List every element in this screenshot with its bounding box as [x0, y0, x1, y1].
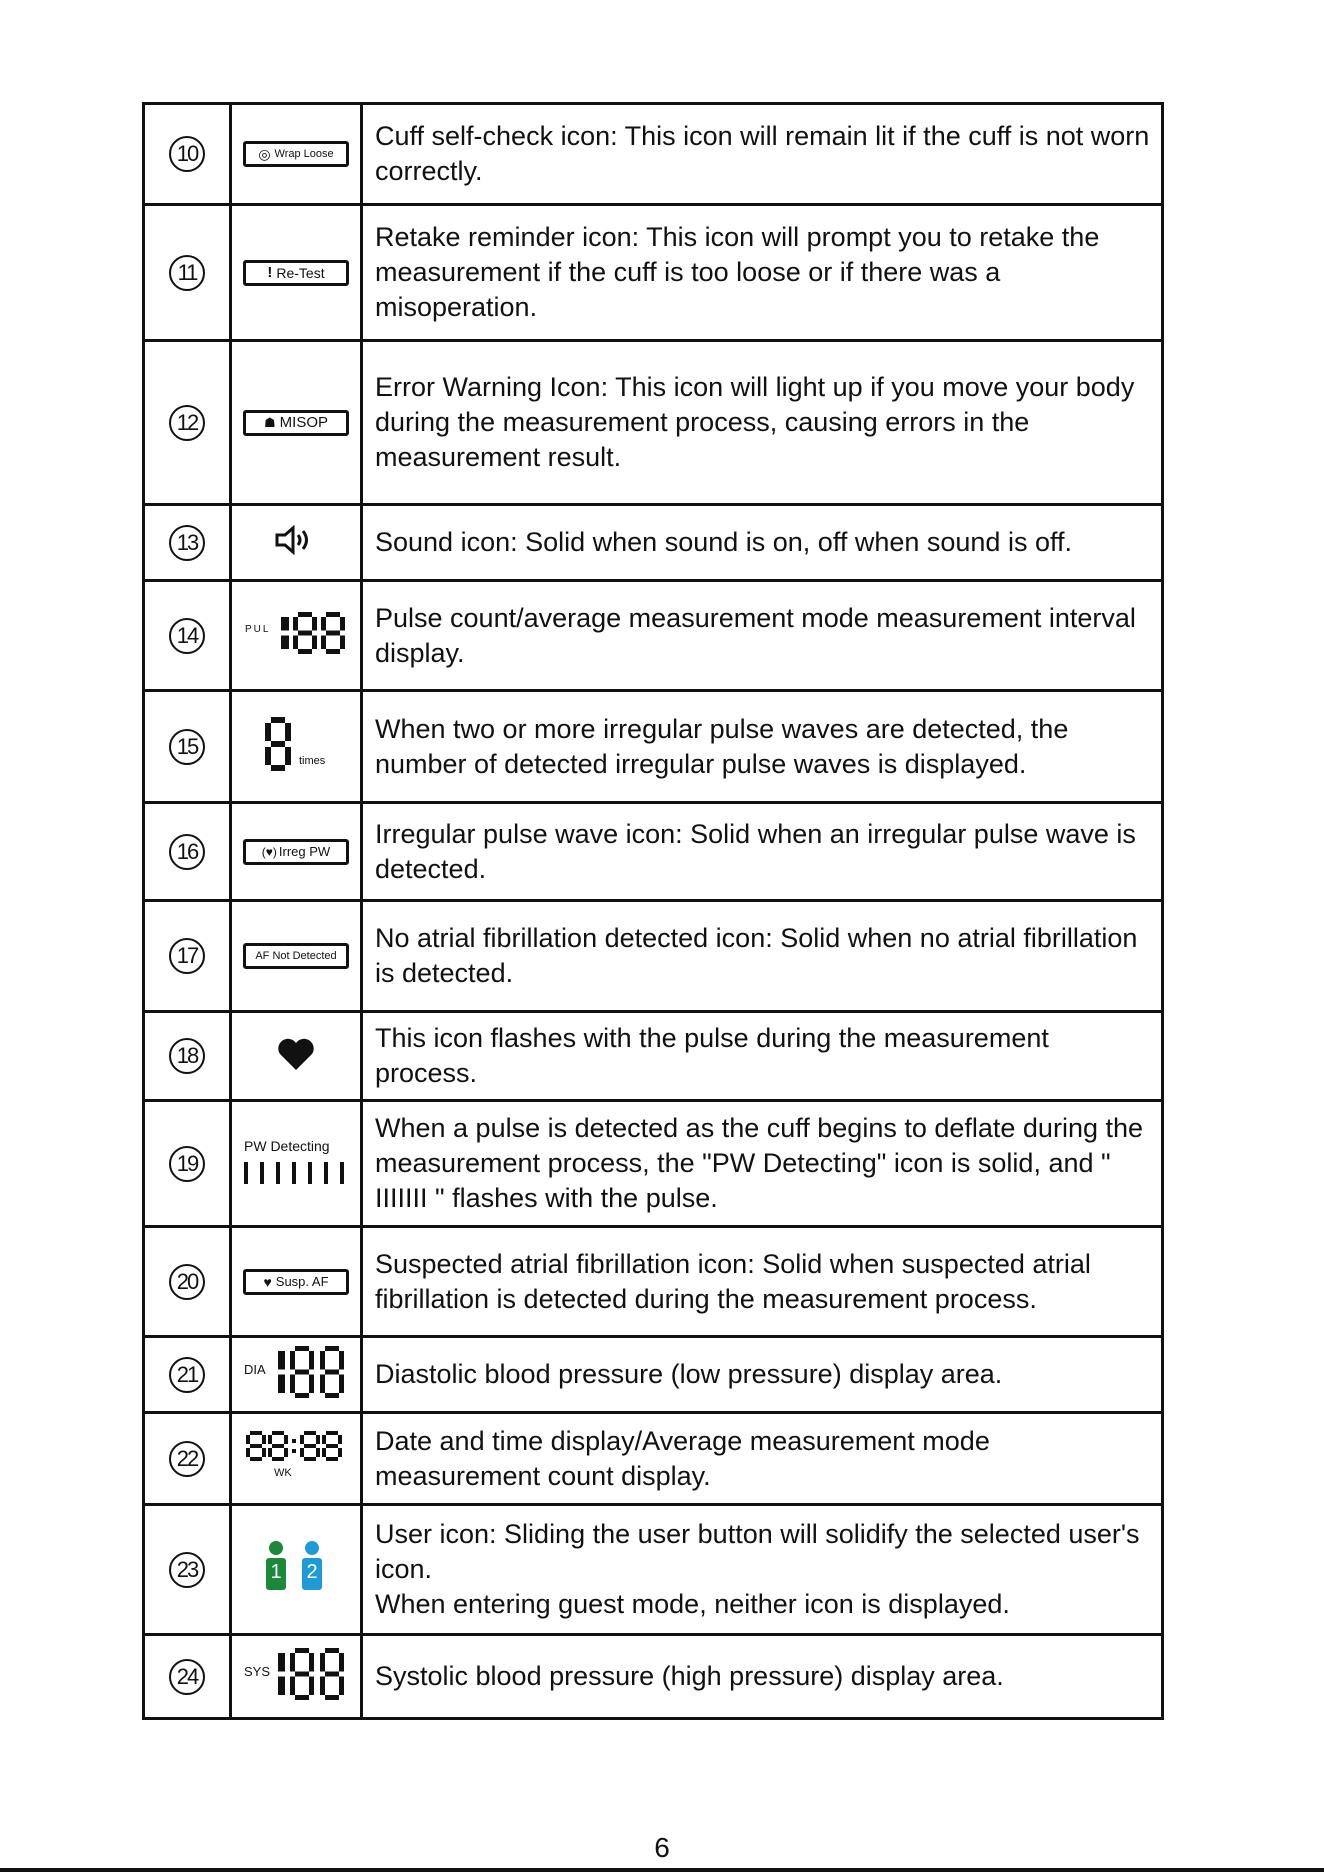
icon-cell: [231, 341, 362, 505]
table-row: [144, 1413, 1163, 1505]
description-cell: Error Warning Icon: This icon will light up if you move your body during the measurement process, causing errors in the measurement result.: [362, 341, 1163, 505]
table-row: [144, 691, 1163, 803]
re-test-icon: ! Re-Test: [243, 260, 349, 286]
description-cell: Sound icon: Solid when sound is on, off when sound is off.: [362, 505, 1163, 581]
description-cell: When a pulse is detected as the cuff begins to deflate during the measurement process, the "PW Detecting" icon is solid, and " IIIIIII " flashes with the pulse.: [362, 1101, 1163, 1227]
row-number-cell: [144, 505, 231, 581]
icon-cell: [231, 803, 362, 901]
circled-number: 18: [169, 1038, 205, 1074]
table-row: [144, 1227, 1163, 1337]
irregular-count-display-icon: times: [251, 715, 341, 778]
circled-number: 13: [169, 525, 205, 561]
icon-cell: [231, 104, 362, 205]
icon-cell: [231, 205, 362, 341]
row-number-cell: [144, 104, 231, 205]
circled-number: 19: [169, 1146, 205, 1182]
table-row: [144, 581, 1163, 691]
user-1-label: 1: [270, 1561, 282, 1583]
circled-number: 15: [169, 729, 205, 765]
circled-number: 12: [169, 405, 205, 441]
row-number-cell: [144, 1505, 231, 1635]
icon-cell: [231, 505, 362, 581]
icon-cell: [231, 1101, 362, 1227]
icon-cell: [231, 1227, 362, 1337]
af-not-detected-icon: AF Not Detected: [243, 943, 349, 969]
page-number: 6: [654, 1832, 670, 1863]
description-cell: This icon flashes with the pulse during the measurement process.: [362, 1012, 1163, 1101]
sound-icon: [275, 525, 317, 560]
row-number-cell: [144, 1635, 231, 1719]
description-cell: Pulse count/average measurement mode measurement interval display.: [362, 581, 1163, 691]
table-row: [144, 803, 1163, 901]
icon-cell: [231, 1012, 362, 1101]
pulse-count-display-icon: PUL: [241, 608, 351, 663]
table-row: [144, 1337, 1163, 1413]
icon-cell: [231, 1413, 362, 1505]
description-cell: Cuff self-check icon: This icon will remain lit if the cuff is not worn correctly.: [362, 104, 1163, 205]
table-row: [144, 1505, 1163, 1635]
row-number-cell: [144, 1012, 231, 1101]
bottom-rule: [0, 1868, 1324, 1872]
cuff-wrap-loose-icon: ◎ Wrap Loose: [243, 141, 349, 167]
systolic-display-icon: SYS: [240, 1644, 352, 1709]
table-row: [144, 505, 1163, 581]
table-row: [144, 901, 1163, 1012]
table-row: [144, 104, 1163, 205]
row-number-cell: [144, 691, 231, 803]
circled-number: 11: [169, 255, 205, 291]
description-cell: When two or more irregular pulse waves are detected, the number of detected irregular pulse waves is displayed.: [362, 691, 1163, 803]
circled-number: 20: [169, 1264, 205, 1300]
circled-number: 24: [169, 1659, 205, 1695]
row-number-cell: [144, 1227, 231, 1337]
description-cell: Retake reminder icon: This icon will prompt you to retake the measurement if the cuff is too loose or if there was a misoperation.: [362, 205, 1163, 341]
circled-number: 16: [169, 834, 205, 870]
user-icons: [256, 1539, 336, 1600]
legend-body: [144, 104, 1163, 1719]
description-cell: No atrial fibrillation detected icon: Solid when no atrial fibrillation is detected.: [362, 901, 1163, 1012]
description-cell: User icon: Sliding the user button will solidify the selected user's icon. When entering guest mode, neither icon is displayed.: [362, 1505, 1163, 1635]
circled-number: 17: [169, 938, 205, 974]
circled-number: 23: [169, 1552, 205, 1588]
row-number-cell: [144, 803, 231, 901]
irregular-pw-icon: (♥) Irreg PW: [243, 839, 349, 865]
circled-number: 14: [169, 618, 205, 654]
icon-cell: [231, 1635, 362, 1719]
table-row: [144, 1012, 1163, 1101]
description-cell: Suspected atrial fibrillation icon: Solid when suspected atrial fibrillation is detected during the measurement process.: [362, 1227, 1163, 1337]
misop-icon: ☗ MISOP: [243, 410, 349, 436]
icon-cell: [231, 1337, 362, 1413]
table-row: [144, 1635, 1163, 1719]
row-number-cell: [144, 1337, 231, 1413]
table-row: [144, 1101, 1163, 1227]
user-2-label: 2: [306, 1561, 318, 1583]
description-cell: Systolic blood pressure (high pressure) display area.: [362, 1635, 1163, 1719]
icon-cell: [231, 1505, 362, 1635]
row-number-cell: [144, 205, 231, 341]
table-row: [144, 205, 1163, 341]
row-number-cell: [144, 581, 231, 691]
suspected-af-icon: ♥ Susp. AF: [243, 1269, 349, 1295]
description-cell: Diastolic blood pressure (low pressure) display area.: [362, 1337, 1163, 1413]
table-row: [144, 341, 1163, 505]
row-number-cell: [144, 1413, 231, 1505]
diastolic-display-icon: DIA: [240, 1342, 352, 1407]
circled-number: 21: [169, 1357, 205, 1393]
description-cell: Irregular pulse wave icon: Solid when an irregular pulse wave is detected.: [362, 803, 1163, 901]
row-number-cell: [144, 341, 231, 505]
circled-number: 22: [169, 1441, 205, 1477]
icon-legend-table: [142, 102, 1164, 1720]
icon-cell: [231, 901, 362, 1012]
row-number-cell: [144, 1101, 231, 1227]
description-cell: Date and time display/Average measurement mode measurement count display.: [362, 1413, 1163, 1505]
pw-detecting-icon: PW Detecting: [244, 1138, 348, 1189]
circled-number: 10: [169, 136, 205, 172]
date-time-display-icon: WK: [240, 1427, 352, 1490]
icon-cell: [231, 691, 362, 803]
icon-cell: [231, 581, 362, 691]
row-number-cell: [144, 901, 231, 1012]
heart-icon: [276, 1036, 316, 1077]
